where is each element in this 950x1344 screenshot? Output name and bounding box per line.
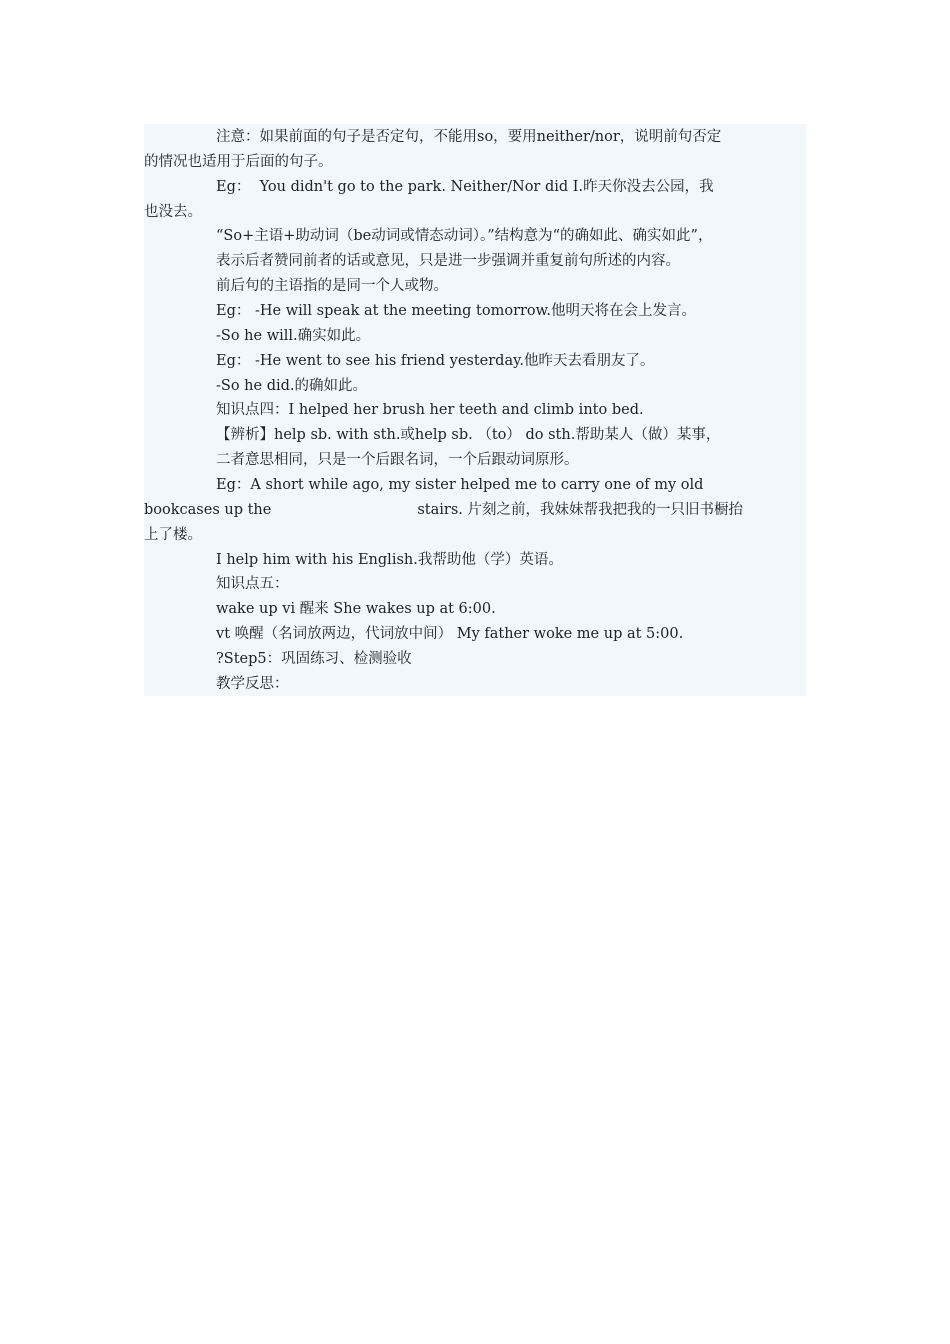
- text-line: Eg： You didn't go to the park. Neither/Nor did I.昨天你没去公园，我: [216, 179, 714, 195]
- text-line: -So he will.确实如此。: [216, 328, 371, 344]
- text-line: Eg：A short while ago, my sister helped me to carry one of my old: [216, 477, 704, 493]
- text-line: I help him with his English.我帮助他（学）英语。: [216, 552, 563, 568]
- text-line: ?Step5：巩固练习、检测验收: [216, 651, 412, 667]
- text-line: 的情况也适用于后面的句子。: [144, 154, 333, 170]
- text-line: -So he did.的确如此。: [216, 378, 368, 394]
- text-line: 表示后者赞同前者的话或意见，只是进一步强调并重复前句所述的内容。: [216, 253, 680, 269]
- text-line: 知识点五：: [216, 576, 289, 592]
- content-block: [144, 124, 806, 696]
- text-line: “So+主语+助动词（be动词或情态动词）。”结构意为“的确如此、确实如此”，: [216, 228, 713, 244]
- text-line: [144, 498, 743, 523]
- text-line: 二者意思相同，只是一个后跟名词，一个后跟动词原形。: [216, 452, 579, 468]
- text-line: Eg： -He went to see his friend yesterday.他昨天去看朋友了。: [216, 353, 655, 369]
- text-segment: bookcases up the: [144, 502, 272, 518]
- text-line: 也没去。: [144, 204, 202, 220]
- text-line: vt 唤醒（名词放两边，代词放中间） My father woke me up at 5:00.: [216, 626, 684, 642]
- text-line: 注意：如果前面的句子是否定句，不能用so，要用neither/nor，说明前句否定: [216, 129, 722, 145]
- text-line: 知识点四：I helped her brush her teeth and climb into bed.: [216, 402, 644, 418]
- text-line: 教学反思：: [216, 676, 289, 692]
- text-line: wake up vi 醒来 She wakes up at 6:00.: [216, 601, 496, 617]
- text-line: 上了楼。: [144, 527, 202, 543]
- text-segment: stairs. 片刻之前，我妹妹帮我把我的一只旧书橱抬: [417, 502, 743, 518]
- text-line: 【辨析】help sb. with sth.或help sb. （to） do sth.帮助某人（做）某事，: [216, 427, 721, 443]
- text-line: Eg： -He will speak at the meeting tomorrow.他明天将在会上发言。: [216, 303, 696, 319]
- text-line: 前后句的主语指的是同一个人或物。: [216, 278, 448, 294]
